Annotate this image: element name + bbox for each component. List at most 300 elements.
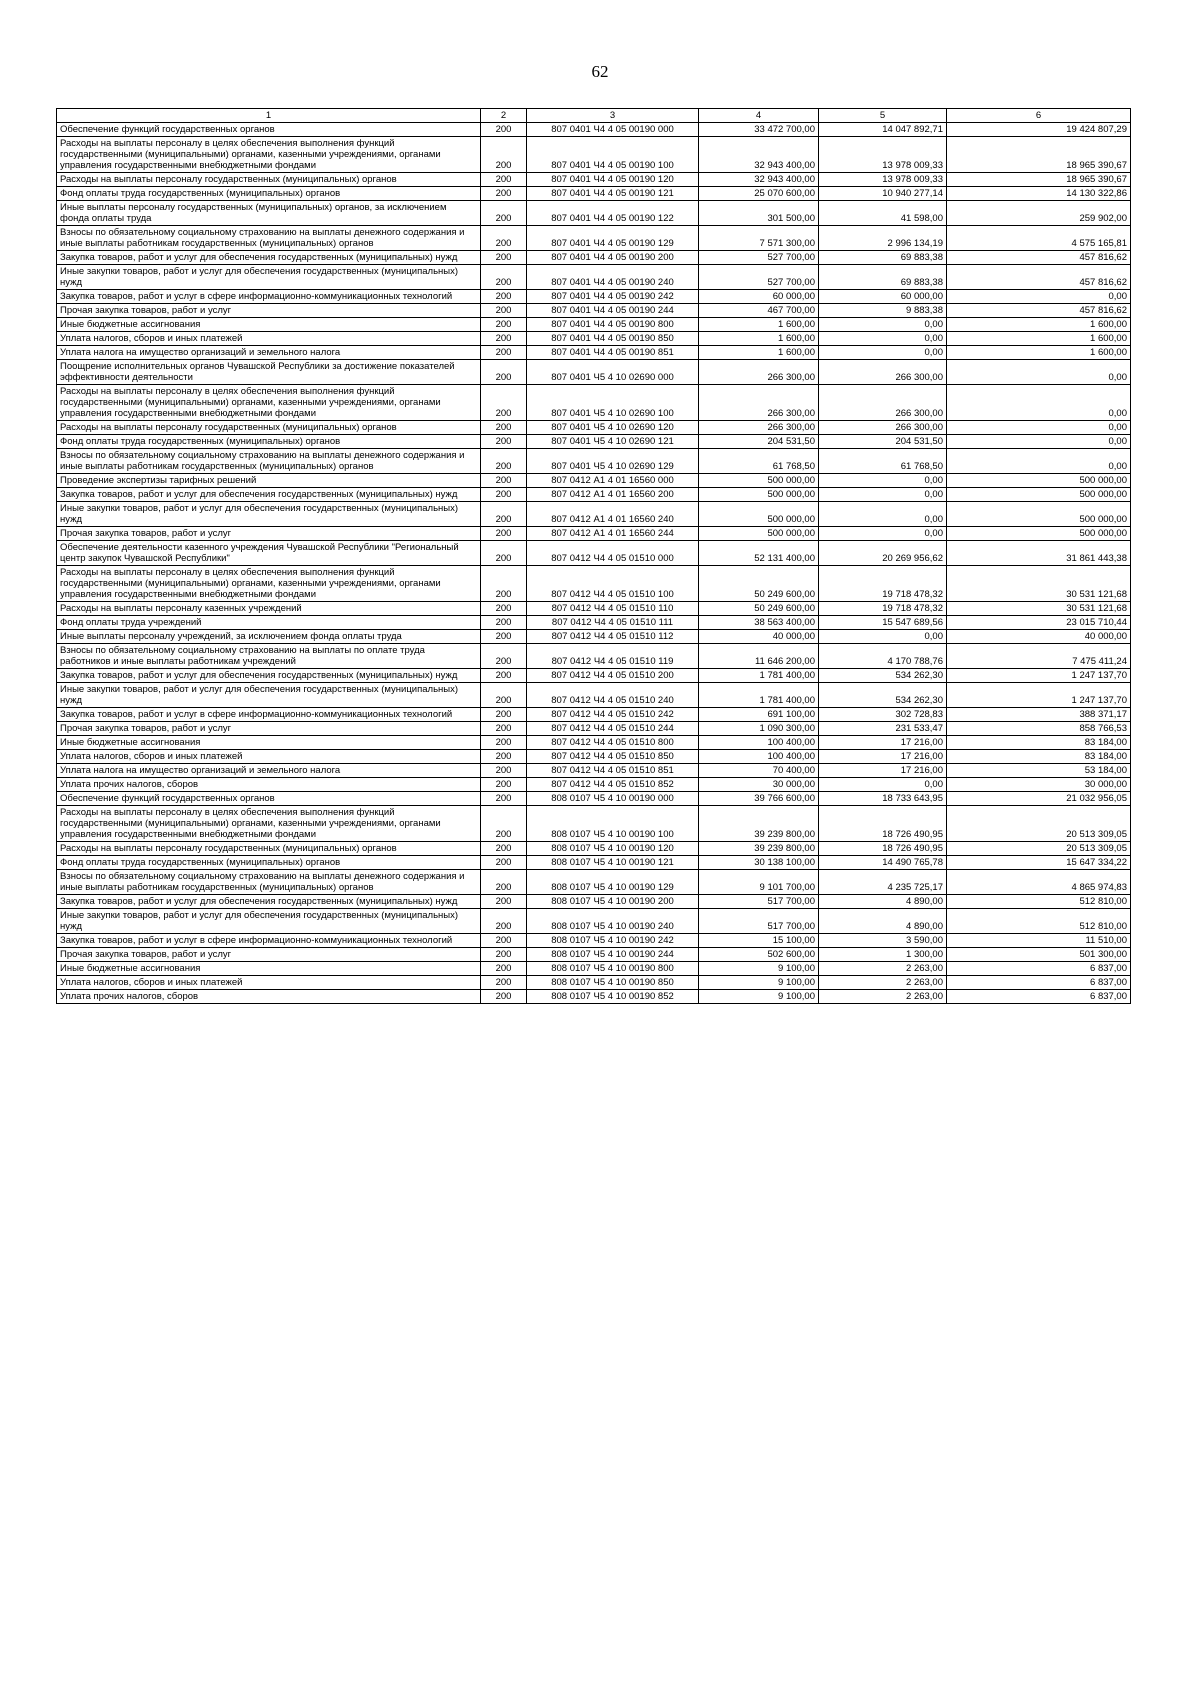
table-row: [57, 290, 1131, 304]
table-row: [57, 173, 1131, 187]
budget-classification-code-cell: 807 0401 Ч4 4 05 00190 851: [527, 346, 699, 360]
table-row: [57, 736, 1131, 750]
unexecuted-amount-cell: 4 575 165,81: [947, 226, 1131, 251]
approved-amount-cell: 1 600,00: [699, 318, 819, 332]
approved-amount-cell: 60 000,00: [699, 290, 819, 304]
approved-amount-cell: 1 090 300,00: [699, 722, 819, 736]
unexecuted-amount-cell: 30 531 121,68: [947, 602, 1131, 616]
line-code-cell: 200: [481, 251, 527, 265]
table-row: [57, 137, 1131, 173]
expense-name-cell: Обеспечение функций государственных органов: [57, 123, 481, 137]
table-row: [57, 602, 1131, 616]
column-number-row: [57, 109, 1131, 123]
executed-amount-cell: 0,00: [819, 474, 947, 488]
table-row: [57, 948, 1131, 962]
unexecuted-amount-cell: 21 032 956,05: [947, 792, 1131, 806]
line-code-cell: 200: [481, 385, 527, 421]
table-row: [57, 669, 1131, 683]
table-row: [57, 123, 1131, 137]
table-row: [57, 976, 1131, 990]
expense-name-cell: Обеспечение функций государственных органов: [57, 792, 481, 806]
expense-name-cell: Иные закупки товаров, работ и услуг для обеспечения государственных (муниципальных) нужд: [57, 265, 481, 290]
budget-classification-code-cell: 807 0412 Ч4 4 05 01510 100: [527, 566, 699, 602]
budget-classification-code-cell: 808 0107 Ч5 4 10 00190 852: [527, 990, 699, 1004]
expense-name-cell: Иные выплаты персоналу учреждений, за исключением фонда оплаты труда: [57, 630, 481, 644]
line-code-cell: 200: [481, 708, 527, 722]
approved-amount-cell: 30 138 100,00: [699, 856, 819, 870]
unexecuted-amount-cell: 4 865 974,83: [947, 870, 1131, 895]
unexecuted-amount-cell: 6 837,00: [947, 962, 1131, 976]
unexecuted-amount-cell: 1 600,00: [947, 346, 1131, 360]
budget-classification-code-cell: 807 0412 А1 4 01 16560 244: [527, 527, 699, 541]
line-code-cell: 200: [481, 502, 527, 527]
executed-amount-cell: 10 940 277,14: [819, 187, 947, 201]
unexecuted-amount-cell: 500 000,00: [947, 527, 1131, 541]
budget-classification-code-cell: 807 0401 Ч4 4 05 00190 800: [527, 318, 699, 332]
approved-amount-cell: 9 101 700,00: [699, 870, 819, 895]
unexecuted-amount-cell: 15 647 334,22: [947, 856, 1131, 870]
line-code-cell: 200: [481, 265, 527, 290]
budget-classification-code-cell: 808 0107 Ч5 4 10 00190 850: [527, 976, 699, 990]
budget-classification-code-cell: 807 0412 Ч4 4 05 01510 850: [527, 750, 699, 764]
approved-amount-cell: 1 600,00: [699, 332, 819, 346]
executed-amount-cell: 0,00: [819, 332, 947, 346]
unexecuted-amount-cell: 40 000,00: [947, 630, 1131, 644]
line-code-cell: 200: [481, 318, 527, 332]
expense-name-cell: Расходы на выплаты персоналу в целях обеспечения выполнения функций государственными (муниципальными) органами, казенными учреждениями, органами управления государственными внебюджетными фондами: [57, 385, 481, 421]
unexecuted-amount-cell: 83 184,00: [947, 736, 1131, 750]
table-row: [57, 764, 1131, 778]
budget-classification-code-cell: 807 0412 Ч4 4 05 01510 119: [527, 644, 699, 669]
expense-name-cell: Закупка товаров, работ и услуг для обеспечения государственных (муниципальных) нужд: [57, 488, 481, 502]
unexecuted-amount-cell: 30 000,00: [947, 778, 1131, 792]
budget-classification-code-cell: 807 0401 Ч4 4 05 00190 240: [527, 265, 699, 290]
budget-classification-code-cell: 808 0107 Ч5 4 10 00190 240: [527, 909, 699, 934]
line-code-cell: 200: [481, 990, 527, 1004]
line-code-cell: 200: [481, 750, 527, 764]
approved-amount-cell: 100 400,00: [699, 750, 819, 764]
budget-classification-code-cell: 807 0401 Ч4 4 05 00190 200: [527, 251, 699, 265]
executed-amount-cell: 13 978 009,33: [819, 137, 947, 173]
table-row: [57, 708, 1131, 722]
line-code-cell: 200: [481, 934, 527, 948]
unexecuted-amount-cell: 23 015 710,44: [947, 616, 1131, 630]
unexecuted-amount-cell: 388 371,17: [947, 708, 1131, 722]
unexecuted-amount-cell: 1 600,00: [947, 318, 1131, 332]
executed-amount-cell: 231 533,47: [819, 722, 947, 736]
table-row: [57, 750, 1131, 764]
expense-name-cell: Взносы по обязательному социальному страхованию на выплаты денежного содержания и иные выплаты работникам государственных (муниципальных) органов: [57, 449, 481, 474]
expense-name-cell: Уплата налога на имущество организаций и земельного налога: [57, 346, 481, 360]
approved-amount-cell: 301 500,00: [699, 201, 819, 226]
unexecuted-amount-cell: 31 861 443,38: [947, 541, 1131, 566]
executed-amount-cell: 19 718 478,32: [819, 602, 947, 616]
approved-amount-cell: 527 700,00: [699, 265, 819, 290]
executed-amount-cell: 266 300,00: [819, 360, 947, 385]
table-row: [57, 722, 1131, 736]
table-row: [57, 962, 1131, 976]
approved-amount-cell: 1 600,00: [699, 346, 819, 360]
table-row: [57, 346, 1131, 360]
executed-amount-cell: 19 718 478,32: [819, 566, 947, 602]
approved-amount-cell: 50 249 600,00: [699, 566, 819, 602]
executed-amount-cell: 0,00: [819, 346, 947, 360]
budget-classification-code-cell: 808 0107 Ч5 4 10 00190 800: [527, 962, 699, 976]
approved-amount-cell: 25 070 600,00: [699, 187, 819, 201]
column-header-4: 4: [699, 109, 819, 123]
executed-amount-cell: 15 547 689,56: [819, 616, 947, 630]
executed-amount-cell: 0,00: [819, 318, 947, 332]
expense-name-cell: Иные закупки товаров, работ и услуг для обеспечения государственных (муниципальных) нужд: [57, 909, 481, 934]
approved-amount-cell: 39 766 600,00: [699, 792, 819, 806]
executed-amount-cell: 4 235 725,17: [819, 870, 947, 895]
table-row: [57, 566, 1131, 602]
unexecuted-amount-cell: 457 816,62: [947, 304, 1131, 318]
unexecuted-amount-cell: 11 510,00: [947, 934, 1131, 948]
executed-amount-cell: 266 300,00: [819, 385, 947, 421]
line-code-cell: 200: [481, 976, 527, 990]
expense-name-cell: Прочая закупка товаров, работ и услуг: [57, 304, 481, 318]
line-code-cell: 200: [481, 541, 527, 566]
unexecuted-amount-cell: 0,00: [947, 360, 1131, 385]
executed-amount-cell: 9 883,38: [819, 304, 947, 318]
expense-name-cell: Поощрение исполнительных органов Чувашской Республики за достижение показателей эффективности деятельности: [57, 360, 481, 385]
table-row: [57, 488, 1131, 502]
column-header-2: 2: [481, 109, 527, 123]
line-code-cell: 200: [481, 909, 527, 934]
approved-amount-cell: 527 700,00: [699, 251, 819, 265]
expense-name-cell: Обеспечение деятельности казенного учреждения Чувашской Республики "Региональный центр закупок Чувашской Республики": [57, 541, 481, 566]
line-code-cell: 200: [481, 474, 527, 488]
expense-name-cell: Расходы на выплаты персоналу в целях обеспечения выполнения функций государственными (муниципальными) органами, казенными учреждениями, органами управления государственными внебюджетными фондами: [57, 806, 481, 842]
executed-amount-cell: 69 883,38: [819, 251, 947, 265]
budget-classification-code-cell: 807 0401 Ч4 4 05 00190 242: [527, 290, 699, 304]
table-row: [57, 304, 1131, 318]
line-code-cell: 200: [481, 736, 527, 750]
line-code-cell: 200: [481, 360, 527, 385]
expense-name-cell: Расходы на выплаты персоналу государственных (муниципальных) органов: [57, 173, 481, 187]
unexecuted-amount-cell: 259 902,00: [947, 201, 1131, 226]
expense-name-cell: Уплата налога на имущество организаций и земельного налога: [57, 764, 481, 778]
unexecuted-amount-cell: 19 424 807,29: [947, 123, 1131, 137]
table-row: [57, 630, 1131, 644]
approved-amount-cell: 467 700,00: [699, 304, 819, 318]
budget-classification-code-cell: 807 0412 Ч4 4 05 01510 000: [527, 541, 699, 566]
executed-amount-cell: 14 490 765,78: [819, 856, 947, 870]
line-code-cell: 200: [481, 566, 527, 602]
line-code-cell: 200: [481, 669, 527, 683]
line-code-cell: 200: [481, 346, 527, 360]
line-code-cell: 200: [481, 683, 527, 708]
expense-name-cell: Уплата налогов, сборов и иных платежей: [57, 332, 481, 346]
approved-amount-cell: 32 943 400,00: [699, 137, 819, 173]
approved-amount-cell: 70 400,00: [699, 764, 819, 778]
executed-amount-cell: 1 300,00: [819, 948, 947, 962]
approved-amount-cell: 39 239 800,00: [699, 806, 819, 842]
approved-amount-cell: 15 100,00: [699, 934, 819, 948]
line-code-cell: 200: [481, 644, 527, 669]
approved-amount-cell: 1 781 400,00: [699, 683, 819, 708]
budget-table-container: [56, 108, 1130, 1004]
executed-amount-cell: 0,00: [819, 502, 947, 527]
line-code-cell: 200: [481, 842, 527, 856]
unexecuted-amount-cell: 6 837,00: [947, 990, 1131, 1004]
expense-name-cell: Уплата прочих налогов, сборов: [57, 990, 481, 1004]
approved-amount-cell: 32 943 400,00: [699, 173, 819, 187]
table-row: [57, 435, 1131, 449]
expense-name-cell: Фонд оплаты труда учреждений: [57, 616, 481, 630]
budget-classification-code-cell: 807 0401 Ч5 4 10 02690 000: [527, 360, 699, 385]
expense-name-cell: Иные бюджетные ассигнования: [57, 962, 481, 976]
table-row: [57, 332, 1131, 346]
expense-name-cell: Закупка товаров, работ и услуг для обеспечения государственных (муниципальных) нужд: [57, 251, 481, 265]
executed-amount-cell: 2 263,00: [819, 990, 947, 1004]
column-header-6: 6: [947, 109, 1131, 123]
executed-amount-cell: 14 047 892,71: [819, 123, 947, 137]
expense-name-cell: Фонд оплаты труда государственных (муниципальных) органов: [57, 856, 481, 870]
budget-classification-code-cell: 807 0412 Ч4 4 05 01510 851: [527, 764, 699, 778]
line-code-cell: 200: [481, 962, 527, 976]
budget-classification-code-cell: 807 0412 А1 4 01 16560 000: [527, 474, 699, 488]
executed-amount-cell: 3 590,00: [819, 934, 947, 948]
table-row: [57, 792, 1131, 806]
expense-name-cell: Прочая закупка товаров, работ и услуг: [57, 948, 481, 962]
line-code-cell: 200: [481, 870, 527, 895]
line-code-cell: 200: [481, 778, 527, 792]
unexecuted-amount-cell: 512 810,00: [947, 909, 1131, 934]
table-row: [57, 318, 1131, 332]
column-header-1: 1: [57, 109, 481, 123]
expense-name-cell: Взносы по обязательному социальному страхованию на выплаты по оплате труда работников и иные выплаты работникам учреждений: [57, 644, 481, 669]
budget-table: [56, 108, 1131, 1004]
executed-amount-cell: 0,00: [819, 630, 947, 644]
unexecuted-amount-cell: 858 766,53: [947, 722, 1131, 736]
executed-amount-cell: 534 262,30: [819, 683, 947, 708]
expense-name-cell: Прочая закупка товаров, работ и услуг: [57, 722, 481, 736]
budget-classification-code-cell: 807 0412 Ч4 4 05 01510 800: [527, 736, 699, 750]
table-row: [57, 201, 1131, 226]
expense-name-cell: Расходы на выплаты персоналу казенных учреждений: [57, 602, 481, 616]
table-row: [57, 806, 1131, 842]
budget-classification-code-cell: 807 0401 Ч4 4 05 00190 122: [527, 201, 699, 226]
unexecuted-amount-cell: 0,00: [947, 385, 1131, 421]
approved-amount-cell: 500 000,00: [699, 474, 819, 488]
executed-amount-cell: 4 890,00: [819, 909, 947, 934]
executed-amount-cell: 4 170 788,76: [819, 644, 947, 669]
expense-name-cell: Закупка товаров, работ и услуг для обеспечения государственных (муниципальных) нужд: [57, 895, 481, 909]
approved-amount-cell: 9 100,00: [699, 990, 819, 1004]
table-row: [57, 778, 1131, 792]
unexecuted-amount-cell: 20 513 309,05: [947, 842, 1131, 856]
unexecuted-amount-cell: 7 475 411,24: [947, 644, 1131, 669]
line-code-cell: 200: [481, 290, 527, 304]
executed-amount-cell: 204 531,50: [819, 435, 947, 449]
approved-amount-cell: 39 239 800,00: [699, 842, 819, 856]
expense-name-cell: Иные выплаты персоналу государственных (муниципальных) органов, за исключением фонда оплаты труда: [57, 201, 481, 226]
approved-amount-cell: 33 472 700,00: [699, 123, 819, 137]
budget-classification-code-cell: 808 0107 Ч5 4 10 00190 000: [527, 792, 699, 806]
expense-name-cell: Закупка товаров, работ и услуг в сфере информационно-коммуникационных технологий: [57, 290, 481, 304]
unexecuted-amount-cell: 0,00: [947, 435, 1131, 449]
expense-name-cell: Фонд оплаты труда государственных (муниципальных) органов: [57, 435, 481, 449]
approved-amount-cell: 30 000,00: [699, 778, 819, 792]
table-row: [57, 644, 1131, 669]
approved-amount-cell: 204 531,50: [699, 435, 819, 449]
unexecuted-amount-cell: 457 816,62: [947, 265, 1131, 290]
approved-amount-cell: 1 781 400,00: [699, 669, 819, 683]
approved-amount-cell: 502 600,00: [699, 948, 819, 962]
table-row: [57, 474, 1131, 488]
budget-classification-code-cell: 807 0401 Ч5 4 10 02690 120: [527, 421, 699, 435]
executed-amount-cell: 60 000,00: [819, 290, 947, 304]
budget-classification-code-cell: 807 0401 Ч5 4 10 02690 100: [527, 385, 699, 421]
budget-classification-code-cell: 808 0107 Ч5 4 10 00190 242: [527, 934, 699, 948]
executed-amount-cell: 2 996 134,19: [819, 226, 947, 251]
approved-amount-cell: 61 768,50: [699, 449, 819, 474]
page-number: 62: [591, 62, 609, 81]
line-code-cell: 200: [481, 806, 527, 842]
line-code-cell: 200: [481, 435, 527, 449]
approved-amount-cell: 500 000,00: [699, 527, 819, 541]
line-code-cell: 200: [481, 764, 527, 778]
table-row: [57, 895, 1131, 909]
budget-classification-code-cell: 808 0107 Ч5 4 10 00190 100: [527, 806, 699, 842]
budget-classification-code-cell: 807 0412 Ч4 4 05 01510 200: [527, 669, 699, 683]
budget-classification-code-cell: 808 0107 Ч5 4 10 00190 244: [527, 948, 699, 962]
executed-amount-cell: 17 216,00: [819, 750, 947, 764]
expense-name-cell: Иные бюджетные ассигнования: [57, 736, 481, 750]
executed-amount-cell: 4 890,00: [819, 895, 947, 909]
executed-amount-cell: 17 216,00: [819, 736, 947, 750]
line-code-cell: 200: [481, 856, 527, 870]
table-row: [57, 226, 1131, 251]
column-header-5: 5: [819, 109, 947, 123]
table-row: [57, 934, 1131, 948]
unexecuted-amount-cell: 1 247 137,70: [947, 683, 1131, 708]
line-code-cell: 200: [481, 173, 527, 187]
budget-classification-code-cell: 807 0401 Ч5 4 10 02690 121: [527, 435, 699, 449]
expense-name-cell: Закупка товаров, работ и услуг для обеспечения государственных (муниципальных) нужд: [57, 669, 481, 683]
expense-name-cell: Закупка товаров, работ и услуг в сфере информационно-коммуникационных технологий: [57, 934, 481, 948]
approved-amount-cell: 517 700,00: [699, 909, 819, 934]
line-code-cell: 200: [481, 421, 527, 435]
executed-amount-cell: 13 978 009,33: [819, 173, 947, 187]
approved-amount-cell: 500 000,00: [699, 488, 819, 502]
line-code-cell: 200: [481, 449, 527, 474]
table-row: [57, 187, 1131, 201]
line-code-cell: 200: [481, 630, 527, 644]
executed-amount-cell: 0,00: [819, 488, 947, 502]
table-row: [57, 527, 1131, 541]
budget-classification-code-cell: 807 0412 Ч4 4 05 01510 244: [527, 722, 699, 736]
budget-classification-code-cell: 807 0401 Ч4 4 05 00190 000: [527, 123, 699, 137]
budget-classification-code-cell: 807 0401 Ч5 4 10 02690 129: [527, 449, 699, 474]
budget-classification-code-cell: 807 0412 Ч4 4 05 01510 112: [527, 630, 699, 644]
executed-amount-cell: 2 263,00: [819, 962, 947, 976]
table-row: [57, 683, 1131, 708]
budget-classification-code-cell: 807 0412 Ч4 4 05 01510 111: [527, 616, 699, 630]
expense-name-cell: Проведение экспертизы тарифных решений: [57, 474, 481, 488]
table-row: [57, 251, 1131, 265]
table-body: [57, 123, 1131, 1004]
table-row: [57, 421, 1131, 435]
table-row: [57, 541, 1131, 566]
table-row: [57, 449, 1131, 474]
table-row: [57, 990, 1131, 1004]
unexecuted-amount-cell: 0,00: [947, 421, 1131, 435]
line-code-cell: 200: [481, 201, 527, 226]
approved-amount-cell: 50 249 600,00: [699, 602, 819, 616]
unexecuted-amount-cell: 500 000,00: [947, 502, 1131, 527]
unexecuted-amount-cell: 53 184,00: [947, 764, 1131, 778]
unexecuted-amount-cell: 18 965 390,67: [947, 137, 1131, 173]
table-row: [57, 265, 1131, 290]
line-code-cell: 200: [481, 895, 527, 909]
line-code-cell: 200: [481, 616, 527, 630]
budget-classification-code-cell: 808 0107 Ч5 4 10 00190 120: [527, 842, 699, 856]
expense-name-cell: Прочая закупка товаров, работ и услуг: [57, 527, 481, 541]
expense-name-cell: Взносы по обязательному социальному страхованию на выплаты денежного содержания и иные выплаты работникам государственных (муниципальных) органов: [57, 226, 481, 251]
executed-amount-cell: 0,00: [819, 778, 947, 792]
executed-amount-cell: 18 726 490,95: [819, 806, 947, 842]
expense-name-cell: Иные бюджетные ассигнования: [57, 318, 481, 332]
approved-amount-cell: 7 571 300,00: [699, 226, 819, 251]
line-code-cell: 200: [481, 722, 527, 736]
line-code-cell: 200: [481, 488, 527, 502]
approved-amount-cell: 266 300,00: [699, 421, 819, 435]
unexecuted-amount-cell: 1 600,00: [947, 332, 1131, 346]
unexecuted-amount-cell: 30 531 121,68: [947, 566, 1131, 602]
unexecuted-amount-cell: 83 184,00: [947, 750, 1131, 764]
budget-classification-code-cell: 807 0412 Ч4 4 05 01510 240: [527, 683, 699, 708]
table-row: [57, 616, 1131, 630]
budget-classification-code-cell: 807 0412 А1 4 01 16560 240: [527, 502, 699, 527]
unexecuted-amount-cell: 6 837,00: [947, 976, 1131, 990]
unexecuted-amount-cell: 500 000,00: [947, 488, 1131, 502]
unexecuted-amount-cell: 1 247 137,70: [947, 669, 1131, 683]
line-code-cell: 200: [481, 187, 527, 201]
expense-name-cell: Расходы на выплаты персоналу государственных (муниципальных) органов: [57, 842, 481, 856]
column-header-3: 3: [527, 109, 699, 123]
executed-amount-cell: 61 768,50: [819, 449, 947, 474]
approved-amount-cell: 266 300,00: [699, 360, 819, 385]
table-row: [57, 856, 1131, 870]
line-code-cell: 200: [481, 332, 527, 346]
unexecuted-amount-cell: 0,00: [947, 449, 1131, 474]
executed-amount-cell: 18 726 490,95: [819, 842, 947, 856]
expense-name-cell: Закупка товаров, работ и услуг в сфере информационно-коммуникационных технологий: [57, 708, 481, 722]
executed-amount-cell: 0,00: [819, 527, 947, 541]
unexecuted-amount-cell: 18 965 390,67: [947, 173, 1131, 187]
expense-name-cell: Уплата налогов, сборов и иных платежей: [57, 750, 481, 764]
budget-classification-code-cell: 807 0401 Ч4 4 05 00190 121: [527, 187, 699, 201]
expense-name-cell: Уплата прочих налогов, сборов: [57, 778, 481, 792]
line-code-cell: 200: [481, 137, 527, 173]
unexecuted-amount-cell: 500 000,00: [947, 474, 1131, 488]
budget-classification-code-cell: 807 0412 Ч4 4 05 01510 852: [527, 778, 699, 792]
table-row: [57, 870, 1131, 895]
unexecuted-amount-cell: 0,00: [947, 290, 1131, 304]
budget-classification-code-cell: 807 0412 Ч4 4 05 01510 110: [527, 602, 699, 616]
table-row: [57, 842, 1131, 856]
budget-classification-code-cell: 807 0412 Ч4 4 05 01510 242: [527, 708, 699, 722]
budget-classification-code-cell: 807 0401 Ч4 4 05 00190 120: [527, 173, 699, 187]
executed-amount-cell: 41 598,00: [819, 201, 947, 226]
approved-amount-cell: 517 700,00: [699, 895, 819, 909]
line-code-cell: 200: [481, 527, 527, 541]
expense-name-cell: Взносы по обязательному социальному страхованию на выплаты денежного содержания и иные выплаты работникам государственных (муниципальных) органов: [57, 870, 481, 895]
unexecuted-amount-cell: 20 513 309,05: [947, 806, 1131, 842]
